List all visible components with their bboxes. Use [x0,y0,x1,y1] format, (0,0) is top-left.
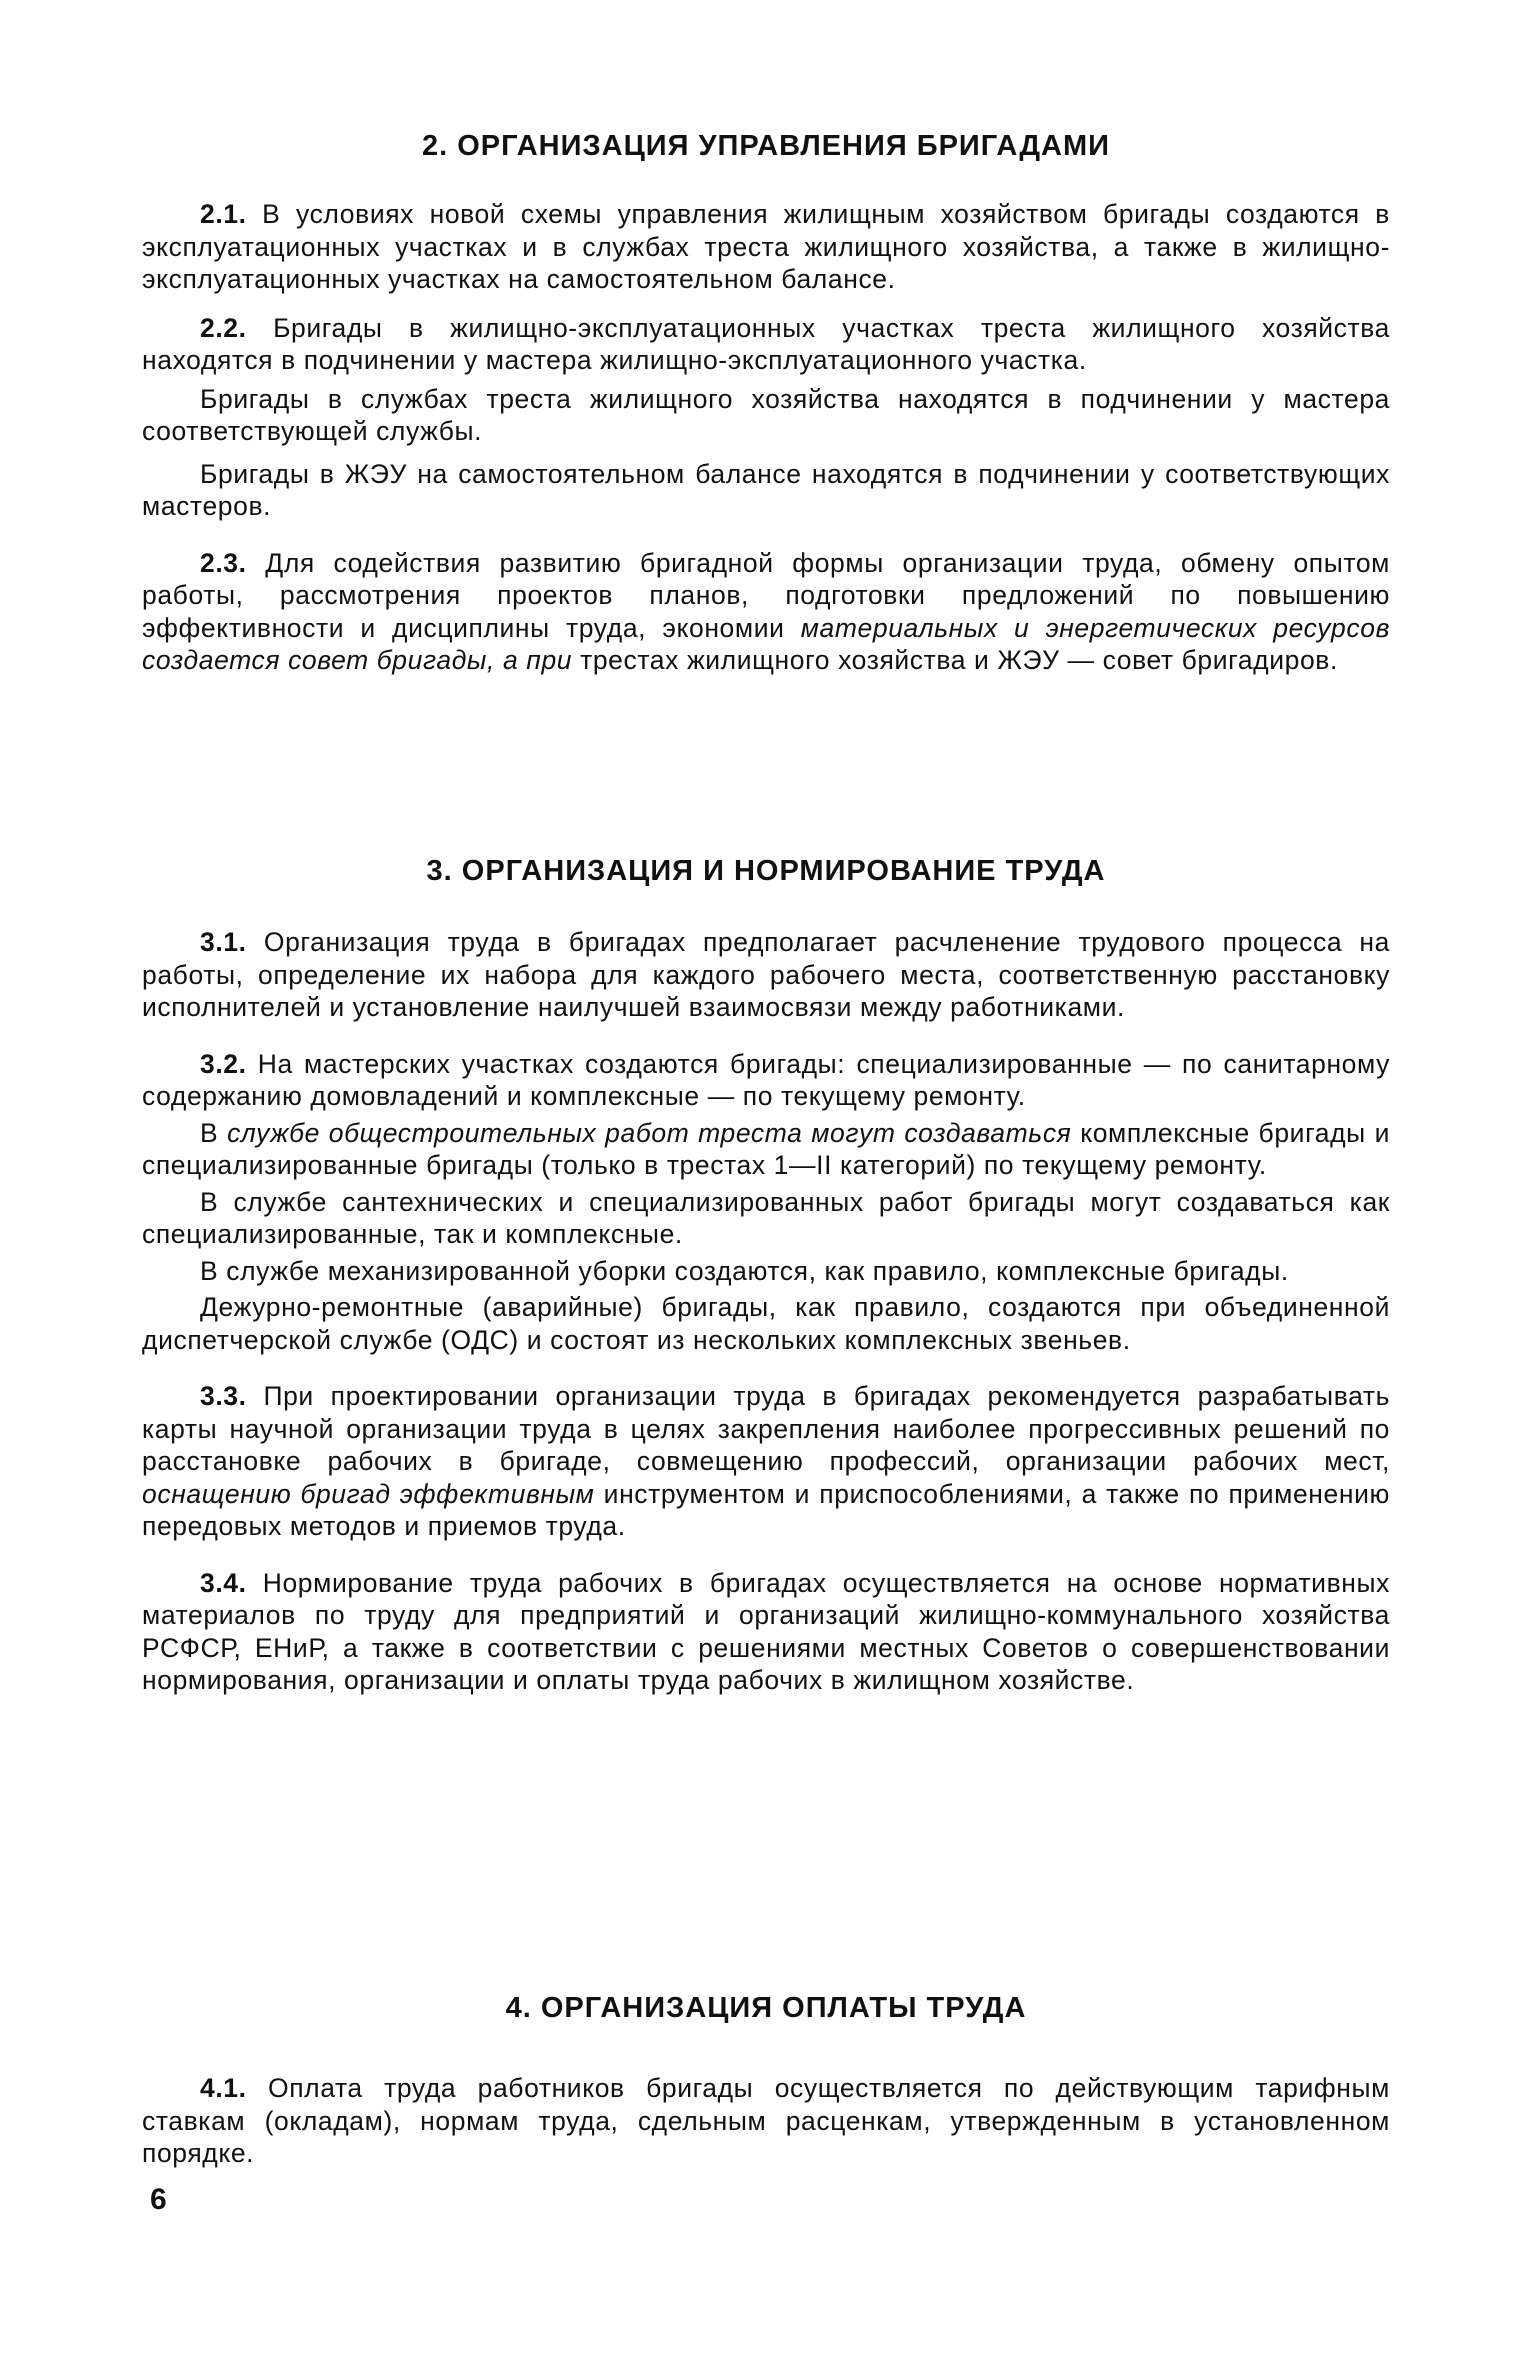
paragraph-text: В условиях новой схемы управления жилищным хозяйством бригады создаются в эксплуатационных участках и в службах треста жилищного хозяйства, а также в жилищно-эксплуатационных участках на самостоятельном балансе. [142,199,1390,294]
paragraph-text: При проектировании организации труда в бригадах рекомендуется разрабатывать карты научной организации труда в целях закрепления наиболее прогрессивных решений по расстановке рабочих в бригаде, совмещению профессий, организации рабочих мест, [142,1381,1390,1476]
section-4-body [142,2072,1390,2170]
paragraph-3-1 [142,926,1390,1024]
paragraph-number: 3.2. [200,1048,247,1079]
paragraph-text: Оплата труда работников бригады осуществляется по действующим тарифным ставкам (окладам), нормам труда, сдельным расценкам, утвержденным в установленном порядке. [142,2073,1390,2168]
paragraph-text: Бригады в службах треста жилищного хозяйства находятся в подчинении у мастера соответствующей службы. [142,383,1390,446]
paragraph-4-1 [142,2072,1390,2170]
paragraph-text: В [200,1117,228,1148]
paragraph-number: 3.4. [200,1567,247,1598]
paragraph-number: 4.1. [200,2073,247,2103]
paragraph-text: Нормирование труда рабочих в бригадах осуществляется на основе нормативных материалов по труду для предприятий и организаций жилищно-коммунального хозяйства РСФСР, ЕНиР, а также в соответствии с решениями местных Советов о совершенствовании нормирования, организации и оплаты труда рабочих в жилищном хозяйстве. [142,1567,1390,1695]
paragraph-text: На мастерских участках создаются бригады: специализированные — по санитарному содержанию домовладений и комплексные — по текущему ремонту. [142,1048,1390,1111]
paragraph-2-1 [142,198,1390,296]
paragraph-text: Дежурно-ремонтные (аварийные) бригады, как правило, создаются при объединенной диспетчерской службе (ОДС) и состоят из нескольких комплексных звеньев. [142,1292,1390,1355]
paragraph-text: Бригады в ЖЭУ на самостоятельном балансе находятся в подчинении у соответствующих мастеров. [142,458,1390,521]
paragraph-3-2-b [142,1117,1390,1182]
paragraph-text-italic: оснащению бригад эффективным [142,1478,595,1509]
paragraph-text-italic: службе общестроительных работ треста могут создаваться [227,1117,1072,1148]
paragraph-2-2 [142,312,1390,377]
paragraph-3-4 [142,1567,1390,1697]
paragraph-3-3 [142,1380,1390,1543]
section-3-title: 3. ОРГАНИЗАЦИЯ И НОРМИРОВАНИЕ ТРУДА [426,855,1106,887]
paragraph-3-2-c [142,1186,1390,1251]
section-4-title: 4. ОРГАНИЗАЦИЯ ОПЛАТЫ ТРУДА [505,1992,1027,2024]
paragraph-3-2-d [142,1255,1390,1288]
section-2-title: 2. ОРГАНИЗАЦИЯ УПРАВЛЕНИЯ БРИГАДАМИ [421,130,1110,162]
paragraph-number: 2.2. [200,312,247,343]
section-3-body [142,926,1390,1697]
paragraph-3-2 [142,1048,1390,1113]
paragraph-3-2-e [142,1291,1390,1356]
paragraph-text: Бригады в жилищно-эксплуатационных участках треста жилищного хозяйства находятся в подчинении у мастера жилищно-эксплуатационного участка. [142,312,1390,375]
paragraph-text: комплексные бригады и специализированные бригады (только в трестах 1—II категорий) по текущему ремонту. [142,1117,1390,1180]
paragraph-2-2-c [142,458,1390,523]
paragraph-text: трестах жилищного хозяйства и ЖЭУ — совет бригадиров. [572,645,1338,675]
paragraph-number: 3.3. [200,1381,247,1411]
paragraph-text: Организация труда в бригадах предполагает расчленение трудового процесса на работы, определение их набора для каждого рабочего места, соответственную расстановку исполнителей и установление наилучшей взаимосвязи между работниками. [142,927,1390,1022]
paragraph-text: инструментом и приспособлениями, а также по применению передовых методов и приемов труда. [142,1478,1390,1541]
paragraph-number: 2.3. [200,547,247,578]
page-number: 6 [150,2183,167,2216]
paragraph-text: В службе сантехнических и специализированных работ бригады могут создаваться как специализированные, так и комплексные. [142,1186,1390,1249]
paragraph-text: Для содействия развитию бригадной формы организации труда, обмену опытом работы, рассмотрения проектов планов, подготовки предложений по повышению эффективности и дисциплины труда, экономии [142,547,1390,643]
paragraph-number: 2.1. [200,199,247,229]
paragraph-text: В службе механизированной уборки создаются, как правило, комплексные бригады. [200,1255,1289,1286]
paragraph-2-2-b [142,383,1390,448]
paragraph-number: 3.1. [200,927,247,957]
section-2-body [142,198,1390,677]
paragraph-2-3 [142,547,1390,677]
paragraph-text-italic: материальных и энергетических ресурсов создается совет бригады, а при [142,612,1391,675]
